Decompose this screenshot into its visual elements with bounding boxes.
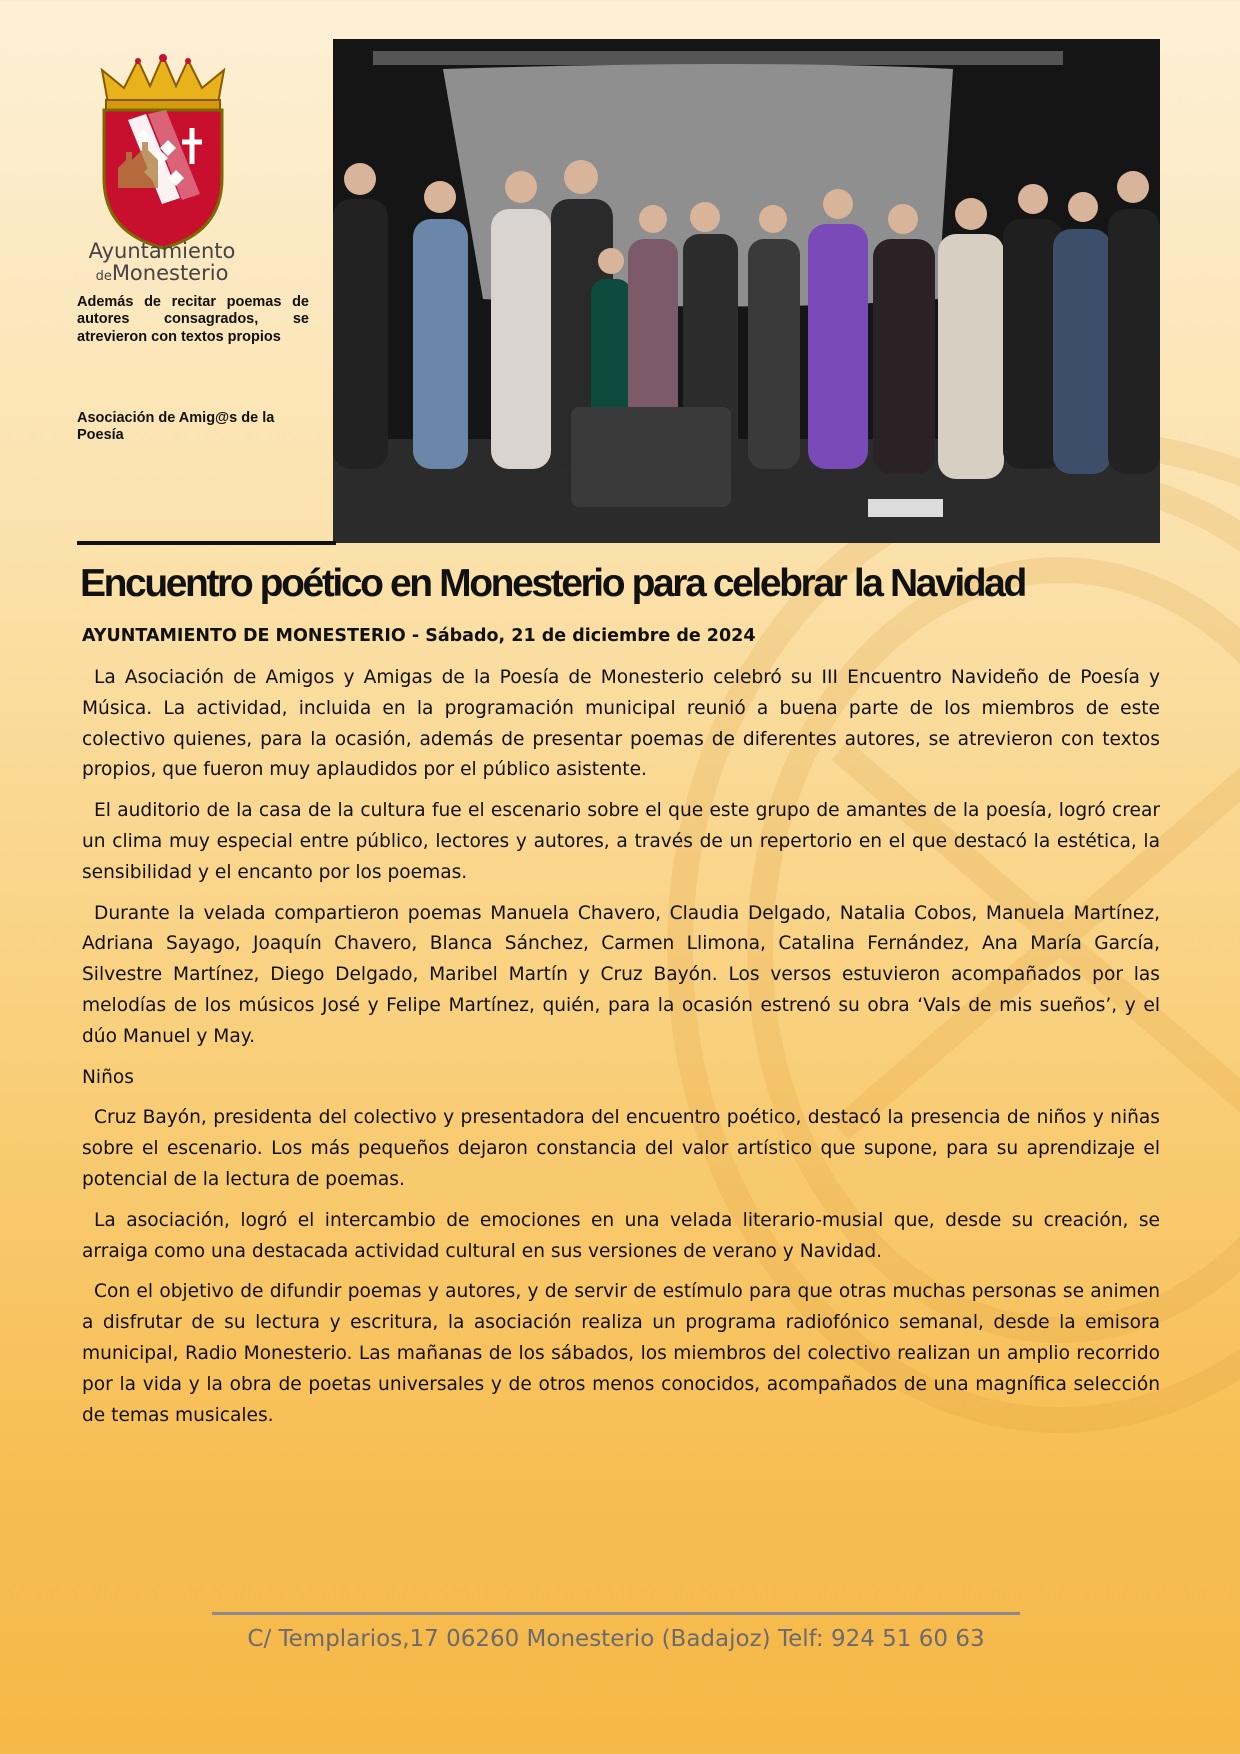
photo-caption: Además de recitar poemas de autores consagrados, se atrevieron con textos propios	[77, 294, 309, 345]
logo-line-1: Ayuntamiento	[88, 239, 236, 263]
paragraph: La asociación, logró el intercambio de emociones en una velada literario-musial que, desde su creación, se arraiga como una destacada actividad cultural en sus versiones de verano y Navidad.	[82, 1209, 1160, 1262]
paragraph: El auditorio de la casa de la cultura fue el escenario sobre el que este grupo de amantes de la poesía, logró crear un clima muy especial entre público, lectores y autores, a través de un repertorio en el que destacó la estética, la sensibilidad y el encanto por los poemas.	[82, 800, 1160, 883]
paragraph: Cruz Bayón, presidenta del colectivo y presentadora del encuentro poético, destacó la presencia de niños y niñas sobre el escenario. Los más pequeños dejaron constancia del valor artístico que supone, para su aprendizaje el potencial de la lectura de poemas.	[82, 1107, 1160, 1190]
section-rule	[77, 541, 336, 545]
paragraph: La Asociación de Amigos y Amigas de la Poesía de Monesterio celebró su III Encuentro Navideño de Poesía y Música. La actividad, incluida en la programación municipal reunió a buena parte de los miembros de este colectivo quienes, para la ocasión, además de presentar poemas de diferentes autores, se atrevieron con textos propios, que fueron muy aplaudidos por el público asistente.	[82, 667, 1160, 781]
article-byline: AYUNTAMIENTO DE MONESTERIO - Sábado, 21 de diciembre de 2024	[82, 626, 756, 646]
crown-icon	[102, 54, 224, 110]
paragraph: Con el objetivo de difundir poemas y autores, y de servir de estímulo para que otras muchas personas se animen a disfrutar de su lectura y escritura, la asociación realiza un programa radiofónico semanal, desde la emisora municipal, Radio Monesterio. Las mañanas de los sábados, los miembros del colectivo realizan un amplio recorrido por la vida y la obra de poetas universales y de otros menos conocidos, acompañados de una magnífica selección de temas musicales.	[82, 1281, 1160, 1426]
group-photo	[333, 39, 1160, 543]
photo-credit: Asociación de Amig@s de la Poesía	[77, 410, 275, 444]
subheading: Niños	[82, 1066, 134, 1088]
logo-line-2: deMonesterio	[95, 261, 229, 286]
footer-address: C/ Templarios,17 06260 Monesterio (Badajoz) Telf: 924 51 60 63	[247, 1626, 985, 1652]
shield-icon	[104, 110, 222, 248]
footer-divider	[212, 1612, 1020, 1615]
article-body	[82, 663, 1160, 1441]
article-headline: Encuentro poético en Monesterio para celebrar la Navidad	[80, 562, 1025, 605]
paragraph: Durante la velada compartieron poemas Manuela Chavero, Claudia Delgado, Natalia Cobos, Manuela Martínez, Adriana Sayago, Joaquín Chavero, Blanca Sánchez, Carmen Llimona, Catalina Fernández, Ana María García, Silvestre Martínez, Diego Delgado, Maribel Martín y Cruz Bayón. Los versos estuvieron acompañados por las melodías de los músicos José y Felipe Martínez, quién, para la ocasión estrenó su obra ‘Vals de mis sueños’, y el dúo Manuel y May.	[82, 902, 1160, 1047]
municipal-name	[82, 240, 242, 284]
